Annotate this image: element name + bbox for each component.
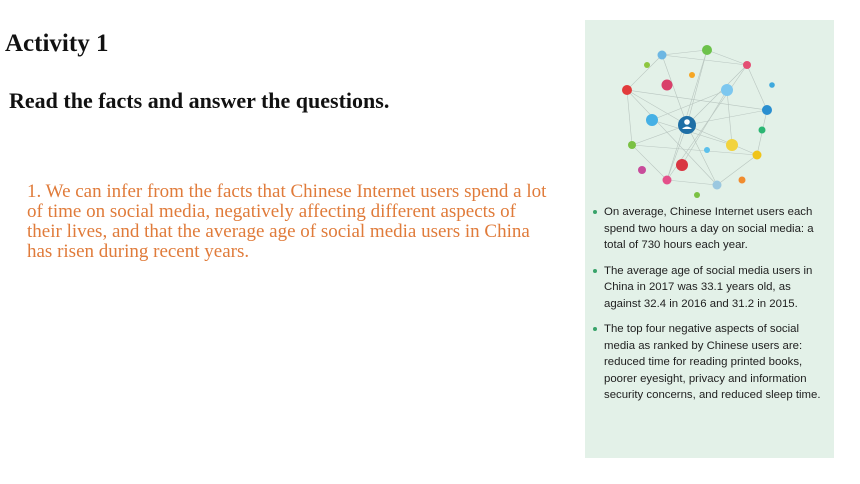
fact-item bbox=[593, 263, 829, 313]
social-network-globe-image bbox=[607, 30, 782, 200]
bullet-icon bbox=[593, 327, 597, 331]
fact-item bbox=[593, 321, 829, 404]
bullet-icon bbox=[593, 269, 597, 273]
fact-text: The top four negative aspects of social media as ranked by Chinese users are: reduced time for reading printed books, poorer eyesight, privacy and information security concerns, and reduced sleep time. bbox=[604, 323, 821, 401]
fact-text: The average age of social media users in China in 2017 was 33.1 years old, as against 32.4 in 2016 and 31.2 in 2015. bbox=[604, 264, 813, 310]
bullet-icon bbox=[593, 210, 597, 214]
activity-title: Activity 1 bbox=[5, 30, 109, 57]
facts-panel bbox=[585, 20, 834, 458]
fact-item bbox=[593, 204, 829, 254]
instruction-heading: Read the facts and answer the questions. bbox=[9, 88, 390, 113]
answer-text: 1. We can infer from the facts that Chinese Internet users spend a lot of time on social media, negatively affecting different aspects of their lives, and that the average age of social media users in China has risen during recent years. bbox=[27, 181, 547, 262]
facts-list bbox=[593, 204, 829, 413]
fact-text: On average, Chinese Internet users each spend two hours a day on social media: a total of 730 hours each year. bbox=[604, 206, 814, 251]
